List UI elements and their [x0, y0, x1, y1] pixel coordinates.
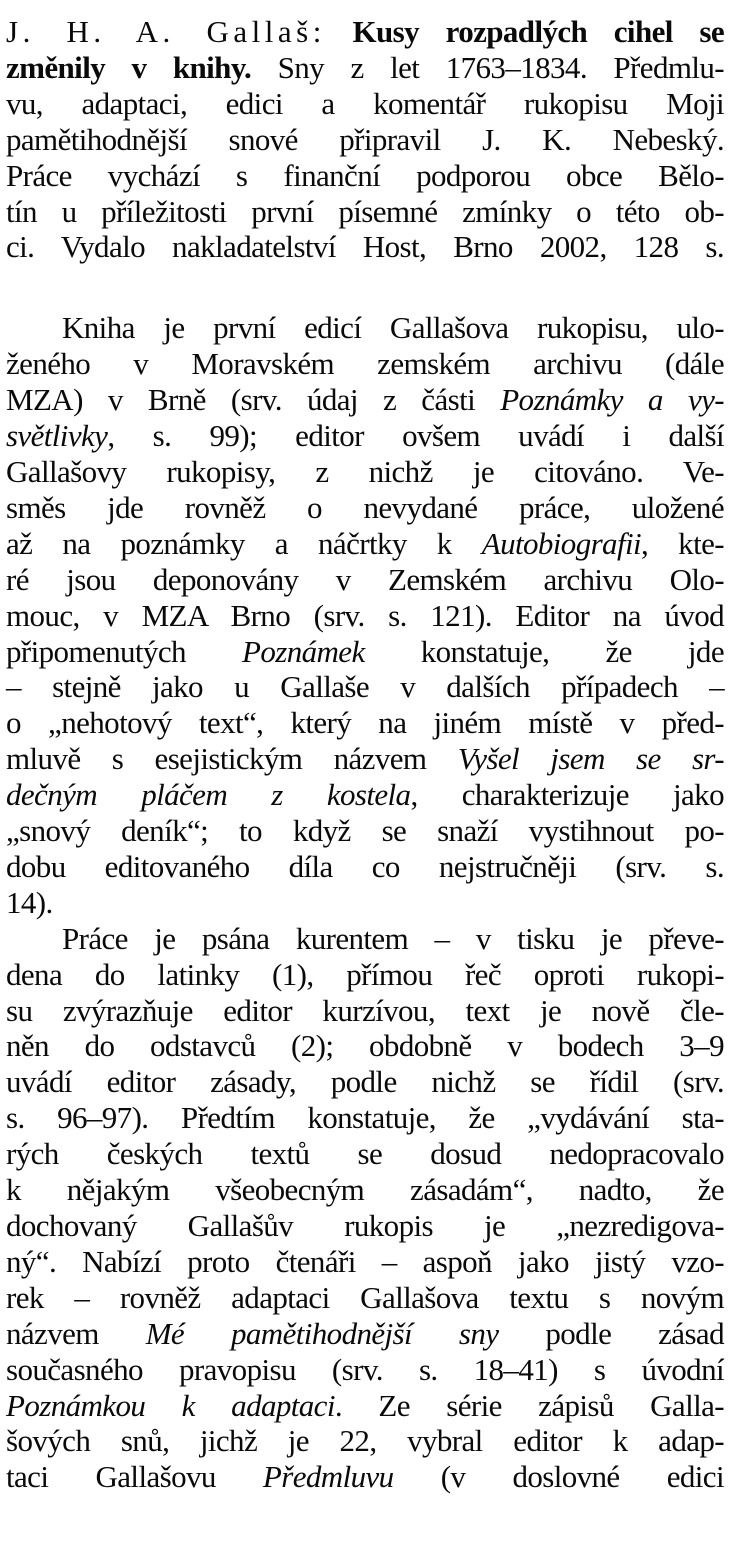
italic-title: dečným pláčem z kostela — [6, 777, 411, 813]
text-line: Poznámkou k adaptaci. Ze série zápisů Galla- — [6, 1387, 724, 1423]
text-line: s. 96–97). Předtím konstatuje, že „vydávání sta- — [6, 1100, 724, 1136]
text-line: taci Gallašovu Předmluvu (v doslovné edici — [6, 1459, 724, 1495]
author-name: J. H. A. Gallaš: — [6, 14, 326, 49]
section-gap — [6, 265, 724, 310]
text-line: Kniha je první edicí Gallašova rukopisu, ulo- — [62, 310, 724, 346]
bibliographic-header — [6, 14, 724, 265]
text-line: ženého v Moravském zemském archivu (dále — [6, 346, 724, 382]
italic-title: Poznámkou k adaptaci — [6, 1387, 335, 1423]
italic-title: Mé pamětihodnější sny — [145, 1315, 499, 1351]
book-title-part-2: změnily v knihy. — [6, 49, 252, 85]
text-line: rých českých textů se dosud nedopracovalo — [6, 1136, 724, 1172]
text-line: ré jsou deponovány v Zemském archivu Olo- — [6, 561, 724, 597]
header-line-5: Práce vychází s finanční podporou obce Bělo- — [6, 157, 724, 193]
text-line: „snový deník“; to když se snaží vystihnout po- — [6, 813, 724, 849]
text-line: Gallašovy rukopisy, z nichž je citováno. Ve- — [6, 453, 724, 489]
text-line: k nějakým všeobecným zásadám“, nadto, že — [6, 1172, 724, 1208]
text-line: něn do odstavců (2); obdobně v bodech 3–9 — [6, 1028, 724, 1064]
book-title-part-1: Kusy rozpadlých cihel se — [352, 14, 724, 49]
header-line-4: pamětihodnější snové připravil J. K. Nebeský. — [6, 121, 724, 157]
text-line: mouc, v MZA Brno (srv. s. 121). Editor na úvod — [6, 597, 724, 633]
text-line: až na poznámky a náčrtky k Autobiografii, kte- — [6, 525, 724, 561]
text-line: 14). — [6, 884, 53, 920]
italic-title: Poznámek — [242, 633, 365, 669]
paragraph-2 — [6, 921, 724, 1496]
header-line-1 — [6, 14, 724, 50]
text-line: o „nehotový text“, který na jiném místě v před- — [6, 705, 724, 741]
text-line: dena do latinky (1), přímou řeč oproti rukopi- — [6, 956, 724, 992]
text-line: MZA) v Brně (srv. údaj z části Poznámky a vy- — [6, 382, 724, 418]
text-line: současného pravopisu (srv. s. 18–41) s úvodní — [6, 1351, 724, 1387]
text-line: Práce je psána kurentem – v tisku je převe- — [62, 920, 724, 956]
italic-title: Vyšel jsem se sr- — [457, 741, 724, 777]
text-line: su zvýrazňuje editor kurzívou, text je nově čle- — [6, 992, 724, 1028]
italic-title: světlivky — [6, 418, 108, 454]
header-line-7: ci. Vydalo nakladatelství Host, Brno 2002, 128 s. — [6, 229, 724, 265]
text-line: světlivky, s. 99); editor ovšem uvádí i další — [6, 418, 724, 454]
italic-title: Poznámky a vy- — [500, 382, 724, 418]
text-line: názvem Mé pamětihodnější sny podle zásad — [6, 1315, 724, 1351]
text-line: dochovaný Gallašův rukopis je „nezredigova- — [6, 1208, 724, 1243]
text-line: uvádí editor zásady, podle nichž se řídil (srv. — [6, 1064, 724, 1100]
text-line: – stejně jako u Gallaše v dalších případech – — [6, 669, 724, 705]
text-line: šových snů, jichž je 22, vybral editor k adap- — [6, 1423, 724, 1459]
text-line: rek – rovněž adaptaci Gallašova textu s novým — [6, 1279, 724, 1315]
text-line: dobu editovaného díla co nejstručněji (srv. s. — [6, 848, 724, 884]
text-line: dečným pláčem z kostela, charakterizuje jako — [6, 777, 724, 813]
text-line: směs jde rovněž o nevydané práce, uložené — [6, 489, 724, 525]
header-line-6: tín u příležitosti první písemné zmínky o této ob- — [6, 193, 724, 229]
text-line: připomenutých Poznámek konstatuje, že jde — [6, 633, 724, 669]
header-line-2: změnily v knihy. Sny z let 1763–1834. Předmlu- — [6, 49, 724, 85]
text-line: ný“. Nabízí proto čtenáři – aspoň jako jistý vzo- — [6, 1243, 724, 1279]
text-line: mluvě s esejistickým názvem Vyšel jsem se sr- — [6, 741, 724, 777]
review-article — [6, 14, 724, 1495]
italic-title: Autobiografii — [481, 525, 641, 561]
paragraph-1 — [6, 310, 724, 920]
header-line-3: vu, adaptaci, edici a komentář rukopisu Moji — [6, 85, 724, 121]
italic-title: Předmluvu — [262, 1459, 394, 1495]
